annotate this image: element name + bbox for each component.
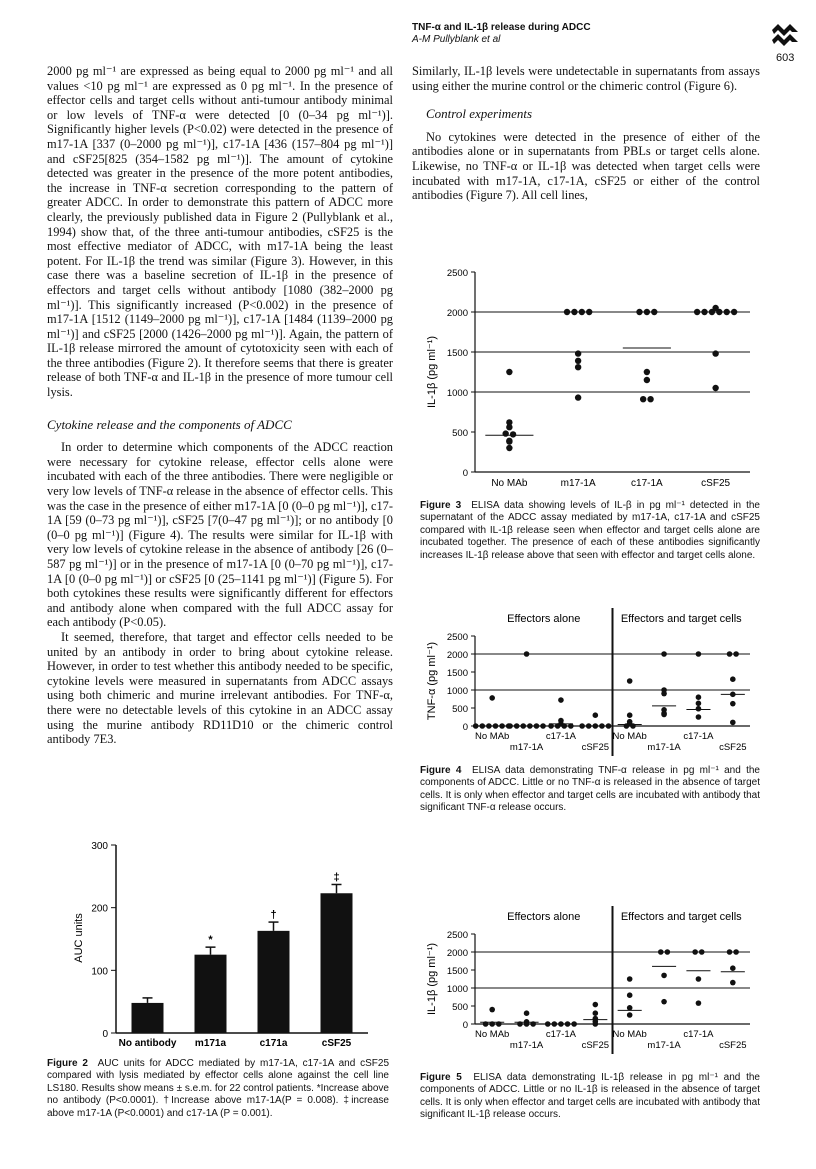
x-tick-label: No MAb xyxy=(475,731,510,742)
data-point xyxy=(696,701,702,707)
data-point xyxy=(644,377,650,383)
significance-marker: ‡ xyxy=(333,871,340,884)
data-point xyxy=(661,712,667,718)
data-point xyxy=(627,992,633,998)
data-point xyxy=(661,651,667,657)
data-point xyxy=(507,723,513,729)
data-point xyxy=(644,369,650,375)
data-point xyxy=(575,394,581,400)
data-point xyxy=(712,385,718,391)
data-point xyxy=(696,976,702,982)
x-tick-label: m17-1A xyxy=(509,742,544,753)
y-axis-label: IL-1β (pg ml⁻¹) xyxy=(426,942,438,1016)
caption-label: Figure 3 xyxy=(420,500,462,511)
panel-title-left: Effectors alone xyxy=(507,911,581,923)
significance-marker: † xyxy=(270,909,277,922)
data-point xyxy=(647,396,653,402)
data-point xyxy=(727,651,733,657)
y-tick-label: 0 xyxy=(462,1020,468,1031)
y-tick-label: 2500 xyxy=(446,632,468,643)
y-tick-label: 0 xyxy=(462,722,468,733)
y-tick-label: 500 xyxy=(452,428,468,439)
figure-4-caption xyxy=(420,765,760,815)
data-point xyxy=(506,369,512,375)
data-point xyxy=(727,949,733,955)
data-point xyxy=(640,396,646,402)
running-author: A-M Pullyblank et al xyxy=(412,34,501,45)
data-point xyxy=(696,694,702,700)
x-tick-label: cSF25 xyxy=(719,742,747,753)
panel-title-right: Effectors and target cells xyxy=(620,911,742,923)
data-point xyxy=(593,1021,599,1027)
caption-label: Figure 5 xyxy=(420,1072,462,1083)
data-point xyxy=(696,1000,702,1006)
running-head xyxy=(412,22,591,46)
data-point xyxy=(733,949,739,955)
data-point xyxy=(661,973,667,979)
panel-title-right: Effectors and target cells xyxy=(620,613,742,625)
data-point xyxy=(699,949,705,955)
body-paragraph: No cytokines were detected in the presence of either of the antibodies alone or in supernatants from PBLs or target cells alone. Likewise, no TNF-α or IL-1β was detected when target cells were incubated with m17-1A, c17-1A, cSF25 or either of the control antibodies (Figure 7). All cell lines, xyxy=(412,129,760,203)
data-point xyxy=(696,706,702,712)
x-tick-label: c17-1A xyxy=(545,1029,576,1040)
x-tick-label: No MAb xyxy=(612,731,647,742)
y-tick-label: 1000 xyxy=(446,984,468,995)
page-number: 603 xyxy=(776,52,795,64)
data-point xyxy=(524,651,530,657)
x-tick-label: No antibody xyxy=(118,1038,177,1049)
body-paragraph: Similarly, IL-1β levels were undetectable in supernatants from assays using either the murine control or the chimeric control (Figure 6). xyxy=(412,64,760,93)
x-tick-label: m17-1A xyxy=(647,742,681,753)
x-tick-label: cSF25 xyxy=(719,1040,747,1051)
y-tick-label: 0 xyxy=(462,468,468,479)
bar xyxy=(132,1003,164,1033)
y-tick-label: 1500 xyxy=(446,966,468,977)
y-tick-label: 300 xyxy=(91,841,108,852)
y-axis-label: AUC units xyxy=(73,913,85,963)
data-point xyxy=(489,1007,495,1013)
y-tick-label: 200 xyxy=(91,903,108,915)
data-point xyxy=(489,695,495,701)
data-point xyxy=(575,358,581,364)
data-point xyxy=(506,424,512,430)
bar xyxy=(258,931,290,1033)
data-point xyxy=(627,976,633,982)
data-point xyxy=(473,723,479,729)
data-point xyxy=(624,723,630,729)
y-tick-label: 2000 xyxy=(446,650,468,661)
x-tick-label: m17-1A xyxy=(647,1040,681,1051)
data-point xyxy=(712,305,718,311)
x-tick-label: No MAb xyxy=(491,478,528,489)
data-point xyxy=(558,697,564,703)
data-point xyxy=(540,723,546,729)
y-tick-label: 2500 xyxy=(446,930,468,941)
caption-label: Figure 2 xyxy=(47,1058,88,1069)
y-tick-label: 1000 xyxy=(446,686,468,697)
y-tick-label: 0 xyxy=(102,1029,108,1040)
y-axis-label: IL-1β (pg ml⁻¹) xyxy=(426,335,438,409)
x-tick-label: cSF25 xyxy=(321,1038,352,1049)
x-tick-label: c17-1A xyxy=(683,1029,714,1040)
y-tick-label: 2500 xyxy=(446,268,468,279)
x-tick-label: c17-1A xyxy=(683,731,714,742)
data-point xyxy=(502,430,508,436)
figure-5-scatter-plot xyxy=(420,880,760,1065)
data-point xyxy=(627,1012,633,1018)
data-point xyxy=(627,678,633,684)
y-tick-label: 500 xyxy=(452,1002,468,1013)
data-point xyxy=(696,651,702,657)
data-point xyxy=(658,949,664,955)
data-point xyxy=(575,364,581,370)
x-tick-label: c17-1A xyxy=(631,478,663,489)
caption-text: ELISA data demonstrating IL-1β release in pg ml⁻¹ and the components of ADCC. Little or no IL-1β is released in the absence of target cells. It is only when effector and target cells are incubated with antibody that significant IL-1β release occurs. xyxy=(420,1072,760,1121)
data-point xyxy=(692,949,698,955)
running-title: TNF-α and IL-1β release during ADCC xyxy=(412,22,591,33)
data-point xyxy=(524,1010,530,1016)
y-tick-label: 2000 xyxy=(446,948,468,959)
x-tick-label: No MAb xyxy=(475,1029,510,1040)
x-tick-label: cSF25 xyxy=(581,742,610,753)
y-tick-label: 100 xyxy=(91,966,108,978)
data-point xyxy=(730,720,736,726)
bar xyxy=(195,955,227,1033)
data-point xyxy=(644,309,650,315)
data-point xyxy=(506,438,512,444)
section-heading: Cytokine release and the components of ADCC xyxy=(47,416,292,432)
x-tick-label: cSF25 xyxy=(701,478,731,489)
data-point xyxy=(730,980,736,986)
y-tick-label: 500 xyxy=(452,704,468,715)
data-point xyxy=(627,1005,633,1011)
x-tick-label: No MAb xyxy=(612,1029,647,1040)
data-point xyxy=(712,350,718,356)
x-tick-label: m17-1A xyxy=(560,478,596,489)
data-point xyxy=(593,1002,599,1008)
data-point xyxy=(506,445,512,451)
x-tick-label: cSF25 xyxy=(581,1040,610,1051)
data-point xyxy=(510,431,516,437)
data-point xyxy=(730,701,736,707)
data-point xyxy=(730,965,736,971)
data-point xyxy=(661,999,667,1005)
section-heading: Control experiments xyxy=(426,106,533,122)
caption-text: ELISA data demonstrating TNF-α release in pg ml⁻¹ and the components of ADCC. Little or no TNF-α is released in the absence of target cells. It is only when effector and target cells are incubated with antibody that significant TNF-α release occurs. xyxy=(420,765,760,814)
right-column xyxy=(412,64,760,203)
caption-label: Figure 4 xyxy=(420,765,462,776)
y-tick-label: 2000 xyxy=(446,308,468,319)
data-point xyxy=(630,723,636,729)
x-tick-label: m17-1A xyxy=(509,1040,544,1051)
data-point xyxy=(661,691,667,697)
data-point xyxy=(575,350,581,356)
body-paragraph: It seemed, therefore, that target and effector cells needed to be united by an antibody in order to bring about cytokine release. However, in order to test whether this antibody needed to be specific, cytokine levels were measured in supernatants from ADCC assays using both chimeric and murine irrelevant antibodies. For TNF-α, there were no detectable levels of this cytokine in an ADCC assay using the murine antibody RD11D10 or the chimeric control antibody 7E3. xyxy=(47,629,393,747)
data-point xyxy=(730,676,736,682)
data-point xyxy=(733,651,739,657)
journal-logo-icon xyxy=(770,22,800,46)
figure-4-scatter-plot xyxy=(420,598,760,758)
x-tick-label: c17-1A xyxy=(545,731,576,742)
x-tick-label: c171a xyxy=(259,1038,288,1049)
bar xyxy=(321,893,353,1033)
figure-5-caption xyxy=(420,1072,760,1122)
figure-3-caption xyxy=(420,500,760,562)
data-point xyxy=(636,309,642,315)
data-point xyxy=(593,712,599,718)
figure-3-scatter-plot xyxy=(420,260,760,498)
figure-2-caption xyxy=(47,1058,389,1120)
data-point xyxy=(665,949,671,955)
figure-2-bar-chart xyxy=(60,833,380,1051)
left-column xyxy=(47,64,393,747)
panel-title-left: Effectors alone xyxy=(507,613,581,625)
y-axis-label: TNF-α (pg ml⁻¹) xyxy=(426,641,438,721)
x-tick-label: m171a xyxy=(194,1038,227,1049)
y-tick-label: 1500 xyxy=(446,668,468,679)
data-point xyxy=(651,309,657,315)
body-paragraph: In order to determine which components of the ADCC reaction were necessary for cytokine release, effector cells alone were incubated with each of the three antibodies. There were negligible or very low levels of TNF-α release in the absence of effector cells. This was the case in the presence of either m17-1A [0 (0–0 pg ml⁻¹)], c17-1A [59 (0–73 pg ml⁻¹)], cSF25 [7(0–47 pg ml⁻¹)]; or no antibody [0 (0–0 pg ml⁻¹)] (Figure 4). The results were similar for IL-1β with very low levels of cytokine release in the absence of antibody [26 (0–587 pg ml⁻¹)] or in the presence of m17-1A [0 (0–70 pg ml⁻¹)], c17-1A [0 (0–0 pg ml⁻¹)] or cSF25 [0 (25–1141 pg ml⁻¹)] (Figure 5). For both cytokines these results were significantly different for effectors and antibody alone when compared with the full ADCC assay for each antibody (P<0.05). xyxy=(47,440,393,630)
body-paragraph: 2000 pg ml⁻¹ are expressed as being equal to 2000 pg ml⁻¹ and all values <10 pg ml⁻¹ are expressed as 0 pg ml⁻¹. In the presence of effector cells and target cells without anti-tumour antibody minimal or low levels of TNF-α were detected [0 (0–34 pg ml⁻¹)]. Significantly higher levels (P<0.02) were detected in the presence of m17-1A [337 (0–2000 pg ml⁻¹)], c17-1A [436 (157–804 pg ml⁻¹)] and cSF25[825 (354–1582 pg ml⁻¹)]. The amount of cytokine detected was greater in the presence of the more potent antibodies, the increase in TNF-α secretion corresponding to the pattern of greater ADCC. In order to demonstrate this pattern of ADCC more clearly, the previously published data in Figure 2 (Pullyblank et al., 1994) show that, of the three anti-tumour antibodies, cSF25 is the most effective mediator of ADCC, with m17-1A being the least potent. For IL-1β the trend was similar (Figure 3). However, in this case there was a baseline secretion of IL-1β in the presence of effectors and target cells without antibody [1080 (382–2000 pg ml⁻¹)]. This significantly increased (P<0.002) in the presence of m17-1A [1512 (1149–2000 pg ml⁻¹)], c17-1A [1484 (1139–2000 pg ml⁻¹)] and cSF25 [2000 (1426–2000 pg ml⁻¹)]. Again, the pattern of IL-1β release mirrored the amount of cytotoxicity seen with each of the three antibodies (Figure 2). It therefore seems that there is greater release of both TNF-α and IL-1β in the presence of more tumour cell lysis. xyxy=(47,64,393,400)
data-point xyxy=(696,714,702,720)
significance-marker: * xyxy=(208,934,213,947)
y-tick-label: 1500 xyxy=(446,348,468,359)
data-point xyxy=(627,712,633,718)
caption-text: ELISA data showing levels of IL-β in pg ml⁻¹ detected in the supernatant of the ADCC assay mediated by m17-1A, c17-1A and cSF25 compared with IL-1β release seen when effector and target cells alone are incubated together. The presence of each of these antibodies significantly increases IL-1β release above that seen with effector and target cells alone. xyxy=(420,500,760,561)
data-point xyxy=(593,1010,599,1016)
caption-text: AUC units for ADCC mediated by m17-1A, c17-1A and cSF25 compared with lysis mediated by effector cells alone against the cell line LS180. Results show means ± s.e.m. for 22 control patients. *Increase above no antibody (P<0.0001). †Increase above m17-1A(P = 0.008). ‡increase above m17-1A (P<0.0001) and c17-1A (P = 0.001). xyxy=(47,1058,389,1119)
y-tick-label: 1000 xyxy=(446,388,468,399)
